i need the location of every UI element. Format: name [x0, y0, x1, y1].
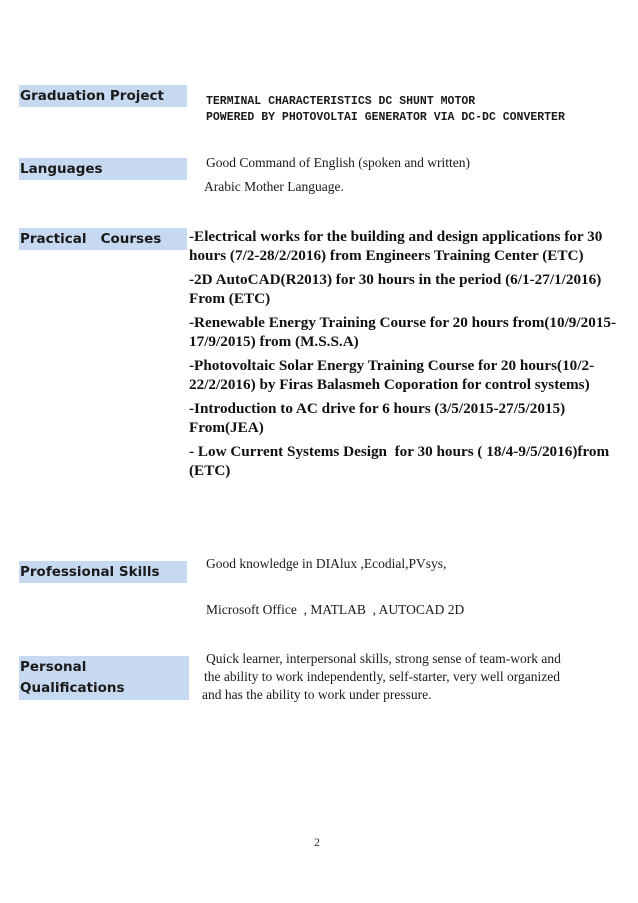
course-item: - Low Current Systems Design for 30 hours ( 18/4-9/5/2016)from (ETC) [189, 443, 613, 479]
course-item: -Introduction to AC drive for 6 hours (3/5/2015-27/5/2015) From(JEA) [189, 400, 566, 436]
practical-courses-list [189, 227, 619, 485]
section-label-graduation-project: Graduation Project [19, 85, 187, 107]
personal-qualifications-line-1: Quick learner, interpersonal skills, strong sense of team-work and [206, 651, 561, 666]
course-item: -Photovoltaic Solar Energy Training Course for 20 hours(10/2-22/2/2016) by Firas Balasmeh Coporation for control systems) [189, 357, 595, 393]
section-label-languages: Languages [19, 158, 187, 180]
graduation-project-title-line-1: TERMINAL CHARACTERISTICS DC SHUNT MOTOR [206, 95, 476, 108]
professional-skills-line-1: Good knowledge in DIAlux ,Ecodial,PVsys, [206, 556, 447, 571]
languages-line-2: Arabic Mother Language. [204, 179, 344, 194]
course-item: -Electrical works for the building and design applications for 30 hours (7/2-28/2/2016) from Engineers Training Center (ETC) [189, 228, 603, 264]
section-label-practical-courses: Practical Courses [19, 228, 187, 250]
personal-qualifications-line-3: and has the ability to work under pressure. [202, 687, 432, 702]
personal-qualifications-line-2: the ability to work independently, self-starter, very well organized [204, 669, 560, 684]
course-item: -Renewable Energy Training Course for 20 hours from(10/9/2015-17/9/2015) from (M.S.S.A) [189, 314, 617, 350]
section-label-personal-qualifications: Personal Qualifications [19, 656, 189, 700]
graduation-project-title-line-2: POWERED BY PHOTOVOLTAI GENERATOR VIA DC-DC CONVERTER [206, 111, 565, 124]
section-label-professional-skills: Professional Skills [19, 561, 187, 583]
course-item: -2D AutoCAD(R2013) for 30 hours in the period (6/1-27/1/2016) From (ETC) [189, 271, 602, 307]
professional-skills-line-2: Microsoft Office , MATLAB , AUTOCAD 2D [206, 602, 465, 617]
page-number: 2 [314, 835, 320, 849]
languages-line-1: Good Command of English (spoken and written) [206, 155, 470, 170]
